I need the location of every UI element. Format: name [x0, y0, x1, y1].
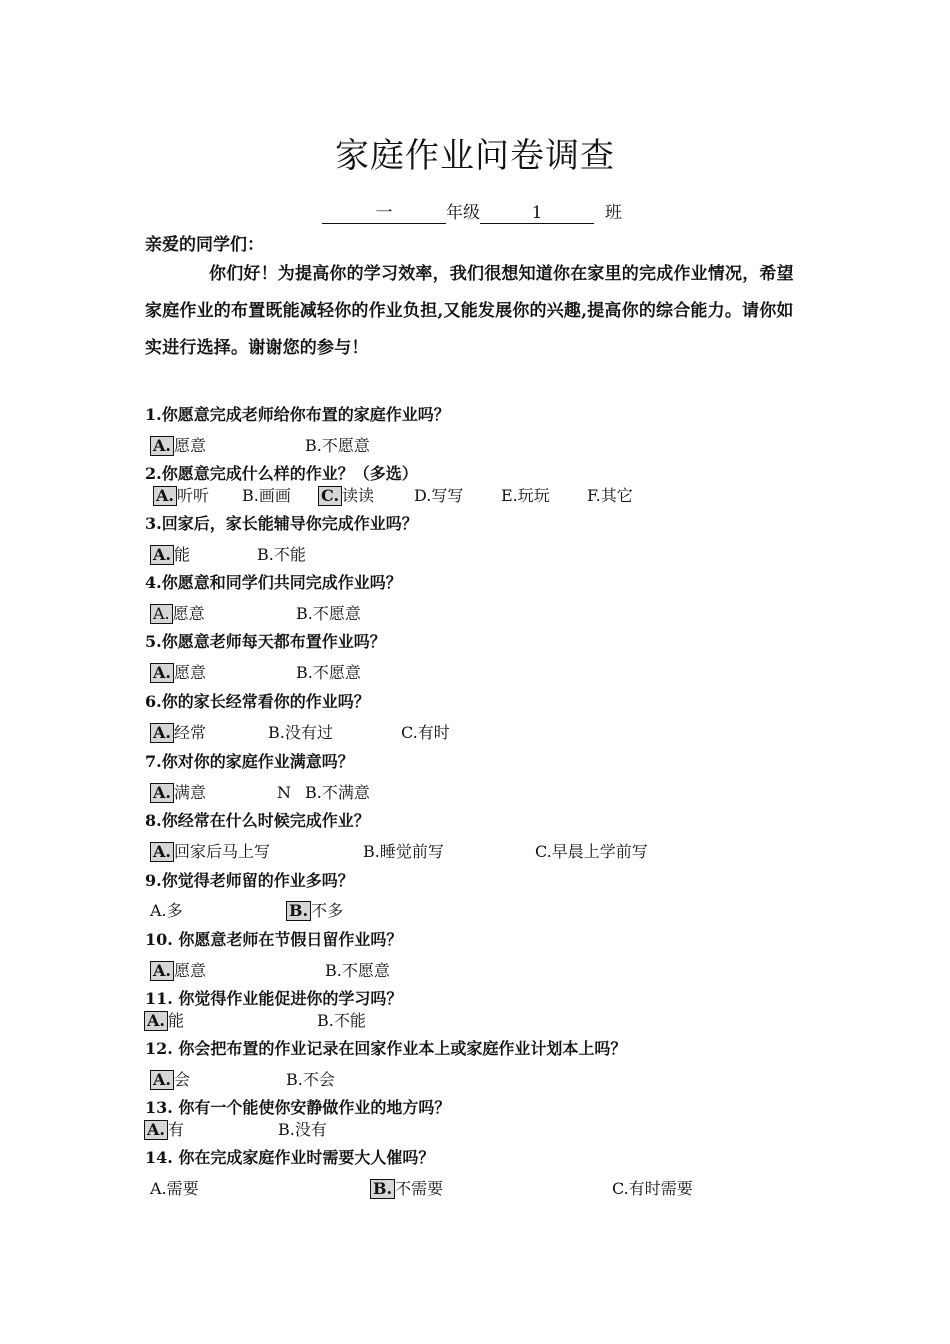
option[interactable]: D.写写 — [414, 486, 464, 505]
grade-field[interactable]: 一 — [322, 203, 446, 224]
option[interactable]: A. 经常 — [150, 722, 206, 744]
question-9-options — [0, 900, 950, 922]
question-11-options — [0, 1010, 950, 1032]
option[interactable]: A. 愿意 — [150, 435, 206, 457]
option[interactable]: B.不愿意 — [305, 436, 370, 455]
question-1: 1.你愿意完成老师给你布置的家庭作业吗？ — [145, 405, 450, 424]
question-3-options — [0, 544, 950, 566]
option[interactable]: A. 回家后马上写 — [150, 841, 270, 863]
question-3: 3.回家后，家长能辅导你完成作业吗？ — [145, 514, 418, 533]
question-14-options — [0, 1178, 950, 1200]
question-12-options — [0, 1069, 950, 1091]
option[interactable]: A. 愿意 — [150, 662, 206, 684]
question-7: 7.你对你的家庭作业满意吗？ — [145, 752, 354, 771]
option[interactable]: A.需要 — [150, 1179, 199, 1198]
grade-label: 年级 — [446, 203, 480, 223]
option[interactable]: B.不愿意 — [325, 961, 390, 980]
question-6-options — [0, 722, 950, 744]
grade-class-line — [322, 198, 622, 224]
question-8-options — [0, 841, 950, 863]
option[interactable]: A. 会 — [150, 1069, 190, 1091]
option[interactable]: B.不会 — [286, 1070, 335, 1089]
question-14: 14. 你在完成家庭作业时需要大人催吗？ — [145, 1148, 435, 1167]
option[interactable]: B.不愿意 — [296, 663, 361, 682]
option[interactable]: A. 听听 — [153, 485, 209, 507]
option[interactable]: B.没有 — [278, 1120, 327, 1139]
option[interactable]: B.画画 — [242, 486, 291, 505]
question-8: 8.你经常在什么时候完成作业？ — [145, 811, 370, 830]
intro-paragraph: 你们好！为提高你的学习效率，我们很想知道你在家里的完成作业情况，希望家庭作业的布置既能减轻你的作业负担,又能发展你的兴趣,提高你的综合能力。请你如实进行选择。谢谢您的参与！ — [145, 264, 794, 358]
option[interactable]: A. 能 — [144, 1010, 184, 1032]
option[interactable]: A. 有 — [144, 1119, 184, 1141]
question-10-options — [0, 960, 950, 982]
question-10: 10. 你愿意老师在节假日留作业吗？ — [145, 930, 403, 949]
option[interactable]: B.睡觉前写 — [363, 842, 444, 861]
option[interactable]: E.玩玩 — [501, 486, 550, 505]
question-2-options — [0, 485, 950, 507]
option[interactable]: F.其它 — [587, 486, 633, 505]
option[interactable]: A. 愿意 — [150, 960, 206, 982]
option[interactable]: C. 读读 — [318, 485, 374, 507]
option[interactable]: B.不能 — [317, 1011, 366, 1030]
option[interactable]: A.多 — [150, 901, 183, 920]
class-label: 班 — [604, 203, 622, 223]
question-4-options — [0, 603, 950, 625]
question-5-options — [0, 662, 950, 684]
question-12: 12. 你会把布置的作业记录在回家作业本上或家庭作业计划本上吗？ — [145, 1039, 627, 1058]
question-6: 6.你的家长经常看你的作业吗？ — [145, 692, 370, 711]
page-title: 家庭作业问卷调查 — [335, 136, 615, 176]
option[interactable]: B. 不多 — [286, 900, 343, 922]
option[interactable]: B.不能 — [257, 545, 306, 564]
option[interactable]: A. 愿意 — [150, 603, 205, 625]
option[interactable]: B.没有过 — [268, 723, 333, 742]
option[interactable]: C.早晨上学前写 — [535, 842, 648, 861]
question-4: 4.你愿意和同学们共同完成作业吗？ — [145, 573, 402, 592]
option[interactable]: B. 不需要 — [370, 1178, 443, 1200]
option[interactable]: A. 能 — [150, 544, 190, 566]
handwritten-note: N — [277, 783, 291, 802]
option[interactable]: A. 满意 — [150, 782, 206, 804]
question-7-options — [0, 782, 950, 804]
option[interactable]: B.不愿意 — [296, 604, 361, 623]
question-11: 11. 你觉得作业能促进你的学习吗？ — [145, 989, 403, 1008]
greeting: 亲爱的同学们： — [145, 235, 264, 255]
question-1-options — [0, 435, 950, 457]
class-number-field[interactable]: 1 — [480, 203, 594, 224]
question-9: 9.你觉得老师留的作业多吗？ — [145, 871, 354, 890]
question-2: 2.你愿意完成什么样的作业？（多选） — [145, 464, 418, 483]
option[interactable]: B.不满意 — [305, 783, 370, 802]
option[interactable]: C.有时 — [401, 723, 450, 742]
option[interactable]: C.有时需要 — [612, 1179, 693, 1198]
question-13-options — [0, 1119, 950, 1141]
question-13: 13. 你有一个能使你安静做作业的地方吗？ — [145, 1098, 451, 1117]
question-5: 5.你愿意老师每天都布置作业吗？ — [145, 632, 386, 651]
